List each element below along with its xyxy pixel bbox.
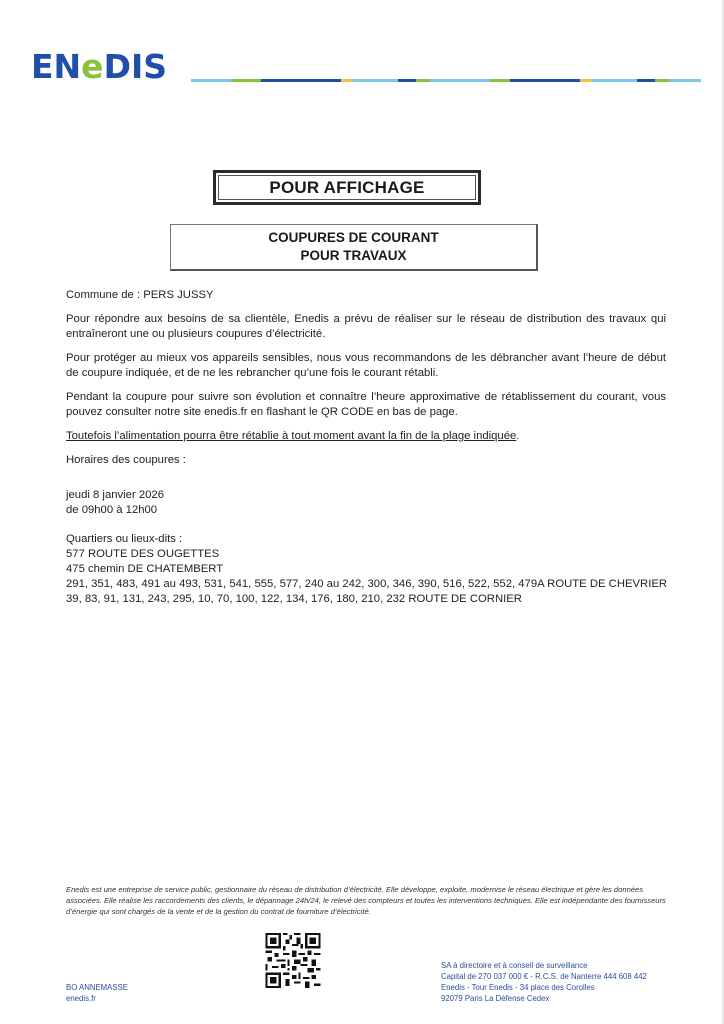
company-info (441, 960, 647, 1004)
company-line: SA à directoire et à conseil de surveillance (441, 961, 588, 970)
location-item: 577 ROUTE DES OUGETTES (66, 548, 220, 560)
subtitle-line-1: COUPURES DE COURANT (268, 230, 439, 245)
company-line: 92079 Paris La Défense Cedex (441, 994, 550, 1003)
restoration-notice-text: Toutefois l’alimentation pourra être rétablie à tout moment avant la fin de la plage indiquée (66, 430, 517, 442)
location-item: 475 chemin DE CHATEMBERT (66, 563, 224, 575)
office-info (66, 982, 128, 1004)
location-item: 291, 351, 483, 491 au 493, 531, 541, 555, 577, 240 au 242, 300, 346, 390, 516, 522, 552, 479A ROUTE DE CHEVRIER (66, 578, 668, 590)
schedule-block (66, 488, 667, 607)
location-item: 39, 83, 91, 131, 243, 295, 10, 70, 100, 122, 134, 176, 180, 210, 232 ROUTE DE CORNIER (66, 593, 522, 605)
restoration-notice (66, 429, 666, 444)
title-box (213, 170, 481, 205)
restoration-notice-end: . (516, 430, 520, 442)
logo-part-e: e (81, 47, 104, 86)
paragraph-recommendation: Pour protéger au mieux vos appareils sensibles, nous vous recommandons de les débrancher avant l’heure de début de coupure indiquée, et de ne les rebrancher qu’une fois le courant rétabli. (66, 352, 666, 379)
paragraph-tracking: Pendant la coupure pour suivre son évolution et connaître l’heure approximative de rétablissement du courant, vous pouvez consulter notre site enedis.fr en flashant le QR CODE en bas de page. (66, 391, 666, 418)
logo-part-dis: DIS (103, 47, 168, 86)
page-title: POUR AFFICHAGE (269, 177, 425, 197)
header-colored-rule (191, 79, 701, 82)
subtitle-line-2: POUR TRAVAUX (300, 248, 407, 263)
subtitle-box (170, 224, 538, 271)
enedis-logo (31, 47, 168, 86)
company-line: Enedis - Tour Enedis - 34 place des Corolles (441, 983, 595, 992)
outage-date: jeudi 8 janvier 2026 (66, 489, 164, 501)
qr-code-icon[interactable] (263, 933, 323, 988)
locations-heading: Quartiers ou lieux-dits : (66, 533, 183, 545)
website-link[interactable]: enedis.fr (66, 994, 96, 1003)
company-line: Capital de 270 037 000 € - R.C.S. de Nanterre 444 608 442 (441, 972, 647, 981)
commune-line: Commune de : PERS JUSSY (66, 289, 214, 301)
logo-part-en: EN (31, 47, 82, 86)
office-name: BO ANNEMASSE (66, 983, 128, 992)
paragraph-intro: Pour répondre aux besoins de sa clientèle, Enedis a prévu de réaliser sur le réseau de distribution des travaux qui entraîneront une ou plusieurs coupures d’électricité. (66, 313, 666, 340)
schedule-heading: Horaires des coupures : (66, 454, 186, 466)
notice-body (66, 288, 666, 477)
legal-footer-text: Enedis est une entreprise de service public, gestionnaire du réseau de distribution d’électricité. Elle développe, exploite, modernise le réseau électrique et gère les données associées. Elle réalise les raccordements des clients, le dépannage 24h/24, le relevé des compteurs et toutes les interventions techniques. Elle est indépendante des fournisseurs d’énergie qui sont chargés de la vente et de la gestion du contrat de fourniture d’électricité. (66, 885, 666, 916)
outage-time: de 09h00 à 12h00 (66, 504, 158, 516)
